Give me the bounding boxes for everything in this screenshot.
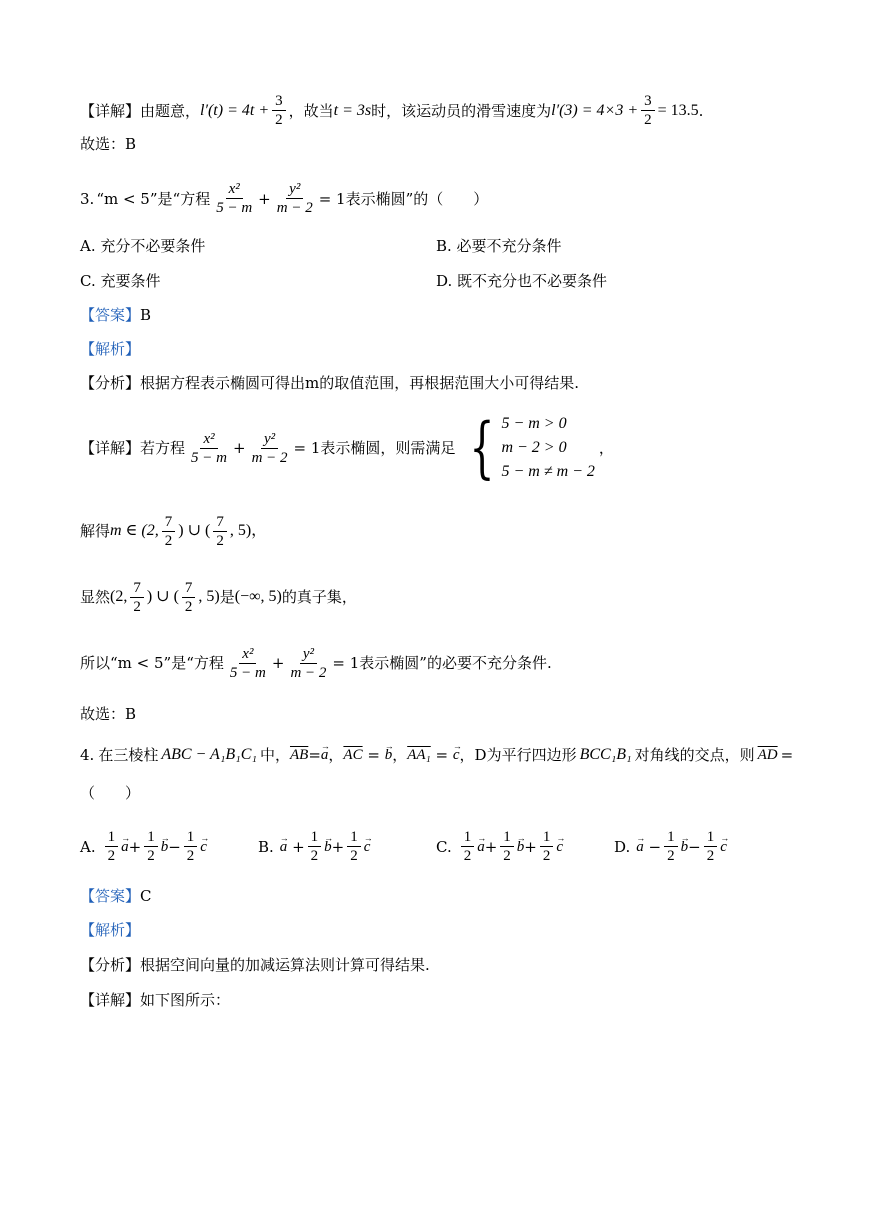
vector-ad: $\overline{AD}$ (757, 747, 778, 763)
fraction: $\frac{1}{2}$ (144, 828, 158, 865)
detail-line-q3 (80, 409, 614, 486)
plus-sign: + (258, 189, 271, 208)
detail-tag: 【详解】 (80, 439, 141, 457)
fraction: $\frac{1}{2}$ (664, 828, 678, 865)
prism-name: ABC − A₁B₁C₁ (161, 746, 257, 763)
fraction: $\frac{1}{2}$ (347, 828, 361, 865)
speed-eq: l′(3) = 4×3 + (551, 101, 639, 119)
therefore-line (80, 640, 552, 686)
clearly-line (80, 574, 357, 620)
question-3 (80, 180, 488, 217)
text: 对角线的交点，则 (634, 746, 755, 764)
option-b: B. 必要不充分条件 (436, 237, 562, 255)
text: 中， (259, 746, 290, 764)
analysis-tag: 【解析】 (80, 921, 141, 939)
vector-c: → c (720, 836, 727, 858)
union: ) ∪ ( (146, 588, 179, 605)
vector-c: → c (364, 836, 371, 858)
fraction: $\frac{\text{y²}}{m - 2}$ (276, 181, 313, 216)
analysis-tag: 【解析】 (80, 340, 141, 358)
fraction: $\frac{1}{2}$ (704, 828, 718, 865)
fraction: $\frac{1}{2}$ (105, 828, 119, 865)
plus-sign: + (233, 439, 246, 457)
fenxi-tag: 【分析】 (80, 956, 141, 974)
vector-b: → b (681, 836, 689, 858)
fraction: $\frac{1}{2}$ (540, 828, 554, 865)
comma: ， (598, 439, 614, 457)
text: 显然 (80, 588, 111, 606)
answer-line (80, 304, 151, 326)
text: . (698, 101, 704, 120)
fraction: $\frac{1}{2}$ (500, 828, 514, 865)
fraction: $\frac{7}{2}$ (130, 579, 144, 616)
answer-value: C (140, 887, 152, 905)
choice-line: 故选：B (80, 135, 137, 153)
question-number: 4. (80, 746, 95, 764)
inequality-1: 5 − m > 0 (501, 415, 567, 432)
vector-c: → c (453, 744, 460, 766)
vector-a: → a (636, 836, 644, 858)
fraction: $\frac{\text{x²}}{5 - m}$ (191, 430, 227, 466)
fraction: $\frac{\text{x²}}{5 - m}$ (216, 181, 253, 216)
speed-result: = 13.5 (657, 101, 699, 119)
interval: (−∞, 5) (234, 588, 282, 605)
paren-line: （ ） (80, 784, 141, 802)
text: 由题意， (140, 101, 201, 120)
vector-a: → a (477, 836, 485, 858)
interval: (2, (110, 588, 128, 605)
vector-a: → a (321, 744, 329, 766)
option-d: D. 既不充分也不必要条件 (436, 272, 608, 290)
derivative-eq: l′(t) = 4t + (200, 101, 270, 119)
option-c: C. $\frac{1}{2}$ → a + $\frac{1}{2}$ → b + $\frac{1}{2}$ → c (436, 828, 563, 865)
text: = 1表示椭圆”的必要不充分条件. (332, 654, 552, 672)
vector-a: → a (280, 836, 288, 858)
answer-tag: 【答案】 (80, 887, 141, 905)
plus-sign: + (271, 654, 285, 672)
time-condition: t = 3s (333, 101, 372, 119)
vector-ab: $\overline{AB}$ (289, 747, 309, 763)
union: ) ∪ ( (178, 522, 211, 539)
vector-ac: $\overline{AC}$ (343, 747, 363, 763)
inequality-system (461, 409, 595, 486)
detail-tag: 【详解】 (80, 101, 141, 120)
interval: , 5) (198, 588, 220, 605)
text: 所以“m < 5”是“方程 (80, 654, 224, 672)
fraction: $\frac{1}{2}$ (184, 828, 198, 865)
option-a: A. 充分不必要条件 (80, 237, 206, 255)
vector-b: → b (161, 836, 169, 858)
vector-a: → a (121, 836, 129, 858)
option-label: C. (436, 837, 452, 856)
text: 若方程 (140, 439, 186, 457)
detail-line-1 (80, 92, 703, 129)
text: “m < 5”是“方程 (96, 189, 211, 208)
option-a: A. $\frac{1}{2}$ → a + $\frac{1}{2}$ → b − $\frac{1}{2}$ → c (80, 828, 207, 865)
fraction: $\frac{7}{2}$ (213, 513, 227, 550)
text: = 1表示椭圆”的（ ） (318, 189, 489, 208)
fraction: $\frac{7}{2}$ (182, 579, 196, 616)
fenxi-tag: 【分析】 (80, 374, 141, 392)
text: 是 (219, 588, 235, 606)
question-4: 4. 在三棱柱 ABC − A₁B₁C₁ 中， $\overline{AB}$ = → a ， $\overline{AC}$ = → b ， AA₁ = → c ， D为平行四边形 BCC₁B₁ 对角线的交点，则 $\overline{AD}$ = (80, 744, 793, 766)
text: 的真子集， (281, 588, 357, 606)
fraction: $\frac{3}{2}$ (272, 92, 286, 129)
text: ，故当 (288, 101, 334, 120)
detail-tag: 【详解】 (80, 991, 141, 1009)
text: = 1表示椭圆，则需满足 (293, 439, 456, 457)
answer-line (80, 885, 152, 907)
brace-icon: { (469, 409, 496, 486)
fraction: $\frac{3}{2}$ (641, 92, 655, 129)
inequality-3: 5 − m ≠ m − 2 (501, 463, 595, 480)
option-d: D. → a − $\frac{1}{2}$ → b − $\frac{1}{2}$ → c (614, 828, 727, 865)
text: D为平行四边形 (474, 746, 577, 764)
solution-line (80, 508, 267, 554)
solution-end: , 5)， (229, 522, 268, 539)
fraction: $\frac{1}{2}$ (308, 828, 322, 865)
answer-value: B (140, 306, 152, 324)
option-label: D. (614, 837, 631, 856)
option-b: B. → a + $\frac{1}{2}$ → b + $\frac{1}{2}$ → c (258, 828, 370, 865)
fraction: $\frac{\text{y²}}{m - 2}$ (251, 430, 288, 466)
analysis-line (80, 372, 579, 394)
fenxi-text: 根据空间向量的加减运算法则计算可得结果. (140, 956, 430, 974)
option-label: B. (258, 837, 274, 856)
vector-b: → b (324, 836, 332, 858)
text: 在三棱柱 (98, 746, 159, 764)
option-label: A. (80, 837, 96, 856)
text: 时，该运动员的滑雪速度为 (371, 101, 552, 120)
detail-line-q4 (80, 989, 230, 1011)
parallelogram: BCC₁B₁ (579, 746, 632, 763)
fenxi-text: 根据方程表示椭圆可得出m的取值范围，再根据范围大小可得结果. (140, 374, 580, 392)
analysis-line (80, 954, 430, 976)
vector-c: → c (556, 836, 563, 858)
vector-c: → c (200, 836, 207, 858)
equals: = (780, 746, 794, 764)
fraction: $\frac{7}{2}$ (162, 513, 176, 550)
vector-b: → b (385, 744, 393, 766)
option-c: C. 充要条件 (80, 272, 161, 290)
solution-expr: m ∈ (2, (110, 522, 159, 539)
answer-tag: 【答案】 (80, 306, 141, 324)
comma: ， (459, 746, 475, 764)
text: 解得 (80, 522, 111, 540)
vector-aa1: AA₁ (407, 747, 431, 763)
question-number: 3. (80, 189, 95, 208)
fraction: $\frac{1}{2}$ (461, 828, 475, 865)
detail-text: 如下图所示： (140, 991, 231, 1009)
fraction: $\frac{\text{x²}}{5 - m}$ (229, 645, 266, 681)
vector-b: → b (517, 836, 525, 858)
fraction: $\frac{\text{y²}}{m - 2}$ (290, 645, 327, 681)
inequality-2: m − 2 > 0 (501, 439, 567, 456)
choice-line: 故选：B (80, 705, 137, 723)
